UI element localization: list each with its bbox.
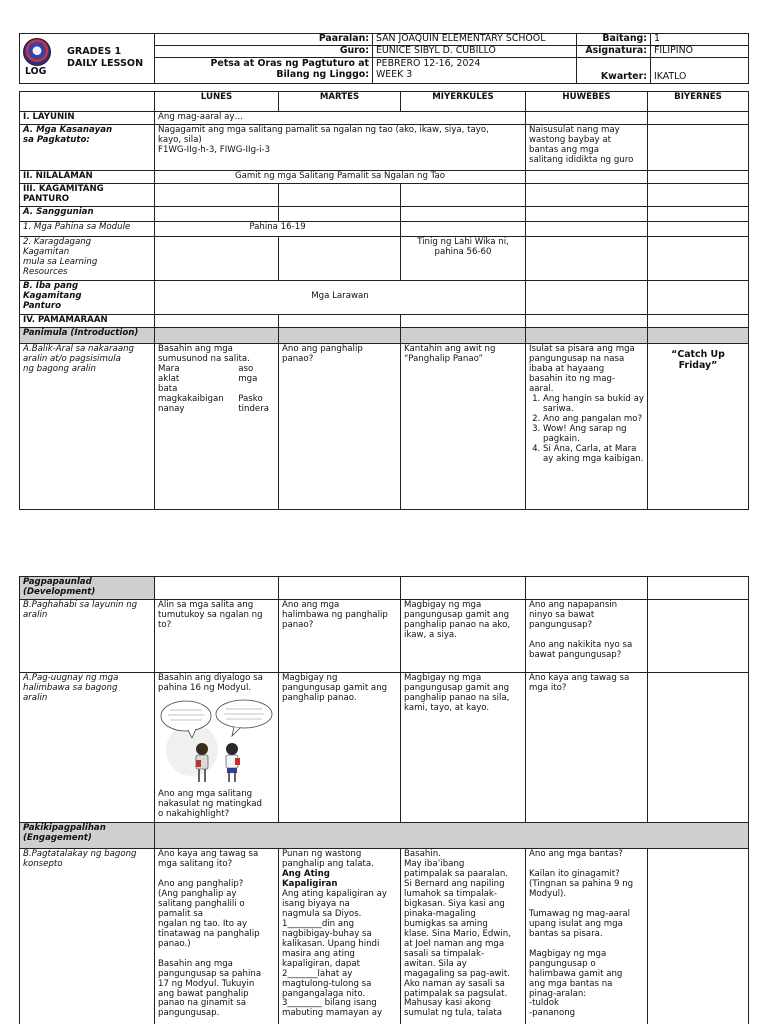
header-table <box>19 33 749 84</box>
pag-uugnay-miyerkules: Magbigay ng mga pangungusap gamit ang panghalip panao na sila, kami, tayo, at kayo. <box>401 672 526 822</box>
empty-cell <box>401 221 526 236</box>
sanggunian-row <box>20 206 749 221</box>
empty-cell <box>648 112 749 125</box>
karagdagang-label: 2. Karagdagang Kagamitan mula sa Learning Resources <box>20 236 155 280</box>
speech-bubble-left <box>161 701 211 731</box>
karagdagang-row <box>20 236 749 280</box>
pag-uugnay-martes: Magbigay ng pangungusap gamit ang panghalip panao. <box>279 672 401 822</box>
kagamitan-row <box>20 183 749 206</box>
empty-cell <box>526 221 648 236</box>
title-line2: DAILY LESSON <box>67 57 144 69</box>
pag-uugnay-row <box>20 672 749 822</box>
empty-cell <box>155 327 279 343</box>
pakikipagpalihan-row <box>20 822 749 848</box>
balik-miyerkules: Kantahin ang awit ng “Panghalip Panao” <box>401 343 526 509</box>
balik-lunes-intro: Basahin ang mga sumusunod na salita. <box>158 343 250 364</box>
pagpapaunlad-row <box>20 577 749 600</box>
list-item: 2. Ano ang pangalan mo? <box>543 415 644 425</box>
balik-huwebes-intro: Isulat sa pisara ang mga pangungusap na nasa ibaba at hayaang basahin ito ng mag- aaral. <box>529 343 635 394</box>
empty-cell <box>279 206 401 221</box>
balik-biyernes: “Catch Up Friday” <box>648 343 749 509</box>
empty-cell <box>526 183 648 206</box>
kwarter-label: Kwarter: <box>577 57 651 83</box>
pamamaraan-label: IV. PAMAMARAAN <box>20 314 155 327</box>
empty-cell <box>648 280 749 314</box>
kasanayan-huwebes: Naisusulat nang may wastong baybay at bantas ang mga salitang ididikta ng guro <box>526 124 648 170</box>
pag-uugnay-label: A.Pag-uugnay ng mga halimbawa sa bagong aralin <box>20 672 155 822</box>
list-item: 1. Ang hangin sa bukid ay sariwa. <box>543 395 644 415</box>
empty-cell <box>648 327 749 343</box>
empty-cell <box>279 327 401 343</box>
pakikipagpalihan-label: Pakikipagpalihan (Engagement) <box>20 822 155 848</box>
paaralan-label: Paaralan: <box>155 34 373 46</box>
empty-cell <box>648 221 749 236</box>
word: aso <box>238 363 254 374</box>
empty-cell <box>401 206 526 221</box>
pag-uugnay-lunes-top: Basahin ang diyalogo sa pahina 16 ng Modyul. <box>158 672 263 693</box>
kasanayan-text: Nagagamit ang mga salitang pamalit sa ngalan ng tao (ako, ikaw, siya, tayo, kayo, sila) F1WG-IIg-h-3, FIWG-IIg-i-3 <box>155 124 526 170</box>
corner-cell <box>20 92 155 112</box>
empty-cell <box>155 822 749 848</box>
empty-cell <box>526 170 648 183</box>
empty-cell <box>279 183 401 206</box>
empty-cell <box>279 314 401 327</box>
balik-lunes <box>155 343 279 509</box>
balik-huwebes-list <box>529 395 644 465</box>
day-biyernes: BIYERNES <box>648 92 749 112</box>
word: aklat <box>158 373 180 384</box>
layunin-label: I. LAYUNIN <box>20 112 155 125</box>
guro-value: EUNICE SIBYL D. CUBILLO <box>373 45 577 57</box>
empty-cell <box>648 170 749 183</box>
empty-cell <box>648 577 749 600</box>
title-line1: GRADES 1 <box>67 46 122 57</box>
pagpapaunlad-label: Pagpapaunlad (Development) <box>20 577 155 600</box>
iba-text: Mga Larawan <box>155 280 526 314</box>
day-miyerkules: MIYERKULES <box>401 92 526 112</box>
pagtatalakay-martes-intro: Punan ng wastong panghalip ang talata. <box>282 848 374 869</box>
pagtatalakay-lunes: Ano kaya ang tawag sa mga salitang ito? Ano ang panghalip? (Ang panghalip ay salitang panghalili o pamalit sa ngalan ng tao. Ito ay tinatawag na panghalip panao.) Basahin ang mga pangungusap sa pahina 17 ng Modyul. Tukuyin ang bawat panghalip panao na ginamit sa pangungusap. <box>155 848 279 1024</box>
empty-cell <box>526 577 648 600</box>
empty-cell <box>155 236 279 280</box>
days-header-row <box>20 92 749 112</box>
pamamaraan-row <box>20 314 749 327</box>
word: Mara <box>158 363 180 374</box>
petsa-label: Petsa at Oras ng Pagtuturo at Bilang ng Linggo: <box>155 57 373 83</box>
layunin-text: Ang mag-aaral ay… <box>155 112 526 125</box>
day-lunes: LUNES <box>155 92 279 112</box>
list-item: 3. Wow! Ang sarap ng pagkain. <box>543 425 644 445</box>
kagamitan-label: III. KAGAMITANG PANTURO <box>20 183 155 206</box>
boy-figure <box>226 743 240 782</box>
girl-figure <box>196 743 208 782</box>
panimula-row <box>20 327 749 343</box>
word: mga <box>238 373 258 384</box>
iba-row <box>20 280 749 314</box>
pagtatalakay-row <box>20 848 749 1024</box>
pag-uugnay-lunes-bottom: Ano ang mga salitang nakasulat ng matingkad o nakahighlight? <box>158 788 262 819</box>
empty-cell <box>401 577 526 600</box>
list-item: 4. Si Ana, Carla, at Mara ay aking mga kaibigan. <box>543 445 644 465</box>
paghahabi-huwebes: Ano ang napapansin ninyo sa bawat pangungusap? Ano ang nakikita nyo sa bawat pangungusap? <box>526 599 648 672</box>
balik-martes: Ano ang panghalip panao? <box>279 343 401 509</box>
word: Pasko <box>238 393 263 404</box>
empty-cell <box>526 327 648 343</box>
empty-cell <box>279 577 401 600</box>
empty-cell <box>155 183 279 206</box>
pagtatalakay-miyerkules: Basahin. May iba’ibang patimpalak sa paaralan. Si Bernard ang napiling lumahok sa timpalak- bigkasan. Siya kasi ang pinaka-magaling bumigkas sa aming klase. Sina Mario, Edwin, at Joel naman ang mga sasali sa timpalak- awitan. Sila ay magagaling sa pag-awit. Ako naman ay sasali sa patimpalak sa pagsulat. Mahusay kasi akong sumulat ng tula, talata <box>401 848 526 1024</box>
karagdagang-miyerkules: Tinig ng Lahi Wika ni, pahina 56-60 <box>401 236 526 280</box>
word: magkakaibigan <box>158 393 224 404</box>
module-label: 1. Mga Pahina sa Module <box>20 221 155 236</box>
paghahabi-miyerkules: Magbigay ng mga pangungusap gamit ang panghalip panao na ako, ikaw, a siya. <box>401 599 526 672</box>
empty-cell <box>648 183 749 206</box>
empty-cell <box>526 206 648 221</box>
empty-cell <box>526 236 648 280</box>
empty-cell <box>648 599 749 672</box>
empty-cell <box>648 314 749 327</box>
balik-lunes-words <box>158 365 275 415</box>
empty-cell <box>526 112 648 125</box>
empty-cell <box>648 848 749 1024</box>
lesson-table-part2 <box>19 576 749 1024</box>
baitang-label: Baitang: <box>577 34 651 46</box>
pagtatalakay-martes <box>279 848 401 1024</box>
balik-aral-row <box>20 343 749 509</box>
balik-huwebes <box>526 343 648 509</box>
paghahabi-label: B.Paghahabi sa layunin ng aralin <box>20 599 155 672</box>
empty-cell <box>526 280 648 314</box>
pagtatalakay-huwebes: Ano ang mga bantas? Kailan ito ginagamit? (Tingnan sa pahina 9 ng Modyul). Tumawag ng mag-aaral upang isulat ang mga bantas sa pisara. Magbigay ng mga pangungusap o halimbawa gamit ang ang mga bantas na pinag-aralan: -tuldok -pananong <box>526 848 648 1024</box>
module-row <box>20 221 749 236</box>
paghahabi-martes: Ano ang mga halimbawa ng panghalip panao? <box>279 599 401 672</box>
empty-cell <box>155 314 279 327</box>
pagtatalakay-martes-body: Ang ating kapaligiran ay isang biyaya na nagmula sa Diyos. 1________din ang nagbibigay-buhay sa kalikasan. Upang hindi masira ang ating kapaligiran, dapat 2_______lahat ay magtulong-tulong sa pangangalaga nito. 3________ bilang isang mabuting mamayan ay <box>282 888 387 1019</box>
kasanayan-label: A. Mga Kasanayan sa Pagkatuto: <box>20 124 155 170</box>
layunin-row <box>20 112 749 125</box>
word: nanay <box>158 403 185 414</box>
sanggunian-label: A. Sanggunian <box>20 206 155 221</box>
day-huwebes: HUWEBES <box>526 92 648 112</box>
pagtatalakay-martes-title: Ang Ating Kapaligiran <box>282 868 338 889</box>
paghahabi-lunes: Alin sa mga salita ang tumutukoy sa ngalan ng to? <box>155 599 279 672</box>
empty-cell <box>526 314 648 327</box>
title-line3: LOG <box>25 66 47 77</box>
empty-cell <box>648 124 749 170</box>
empty-cell <box>648 206 749 221</box>
iba-label: B. Iba pang Kagamitang Panturo <box>20 280 155 314</box>
empty-cell <box>155 206 279 221</box>
pag-uugnay-huwebes: Ano kaya ang tawag sa mga ito? <box>526 672 648 822</box>
panimula-label: Panimula (Introduction) <box>20 327 155 343</box>
petsa-value: PEBRERO 12-16, 2024 WEEK 3 <box>373 57 577 83</box>
day-martes: MARTES <box>279 92 401 112</box>
deped-seal-icon <box>23 38 51 66</box>
header-title <box>67 46 143 69</box>
nilalaman-label: II. NILALAMAN <box>20 170 155 183</box>
header-title-cell <box>20 34 155 84</box>
empty-cell <box>279 236 401 280</box>
kwarter-value: IKATLO <box>651 57 749 83</box>
paaralan-value: SAN JOAQUIN ELEMENTARY SCHOOL <box>373 34 577 46</box>
asignatura-label: Asignatura: <box>577 45 651 57</box>
pagtatalakay-label: B.Pagtatalakay ng bagong konsepto <box>20 848 155 1024</box>
lesson-table-part1 <box>19 91 749 510</box>
empty-cell <box>155 577 279 600</box>
dialogue-illustration <box>158 694 274 786</box>
paghahabi-row <box>20 599 749 672</box>
empty-cell <box>648 236 749 280</box>
empty-cell <box>648 672 749 822</box>
asignatura-value: FILIPINO <box>651 45 749 57</box>
nilalaman-text: Gamit ng mga Salitang Pamalit sa Ngalan ng Tao <box>155 170 526 183</box>
balik-aral-label: A.Balik-Aral sa nakaraang aralin at/o pagsisimula ng bagong aralin <box>20 343 155 509</box>
module-text: Pahina 16-19 <box>155 221 401 236</box>
empty-cell <box>401 314 526 327</box>
word: bata <box>158 383 178 394</box>
nilalaman-row <box>20 170 749 183</box>
kasanayan-row <box>20 124 749 170</box>
word: tindera <box>238 403 269 414</box>
guro-label: Guro: <box>155 45 373 57</box>
empty-cell <box>401 327 526 343</box>
empty-cell <box>401 183 526 206</box>
baitang-value: 1 <box>651 34 749 46</box>
pag-uugnay-lunes <box>155 672 279 822</box>
